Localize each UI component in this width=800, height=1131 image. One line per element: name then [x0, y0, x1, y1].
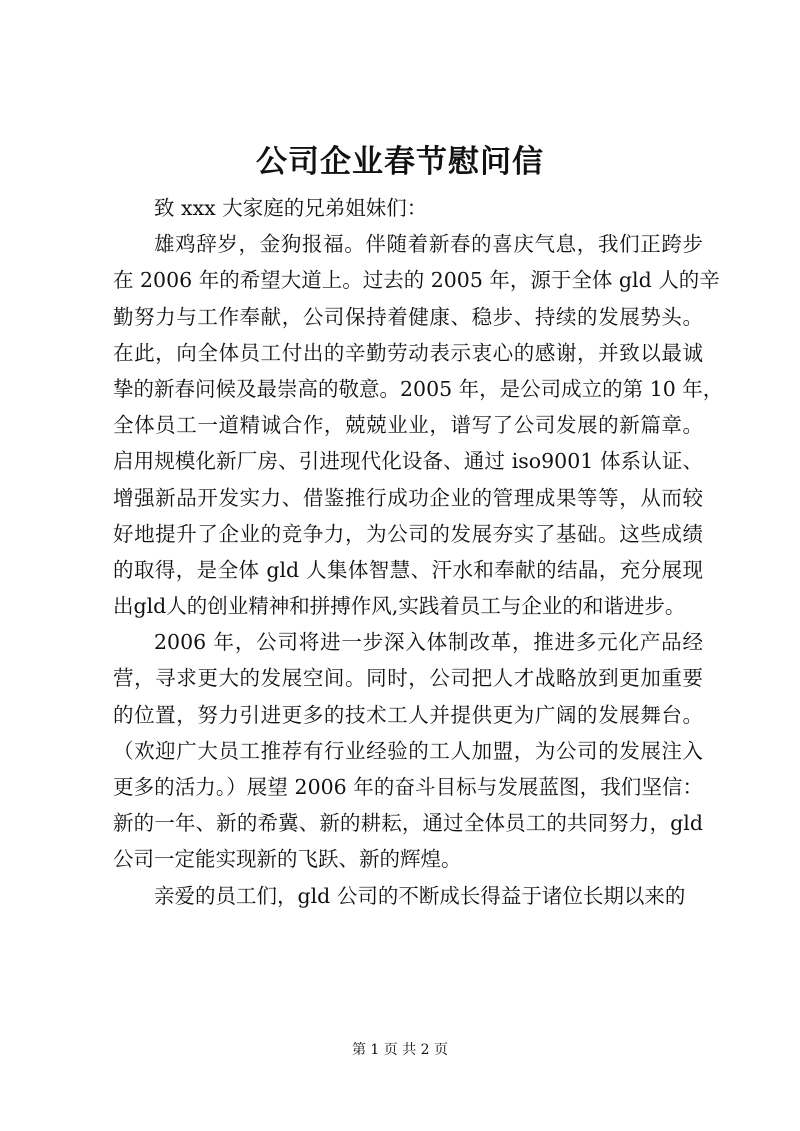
paragraph-2-line: 更多的活力。）展望 2006 年的奋斗目标与发展蓝图，我们坚信： — [113, 775, 703, 799]
paragraph-2-line: 2006 年，公司将进一步深入体制改革，推进多元化产品经 — [154, 630, 703, 655]
paragraph-1-line: 勤努力与工作奉献，公司保持着健康、稳步、持续的发展势头。 — [113, 304, 703, 329]
paragraph-1-line: 雄鸡辞岁，金狗报福。伴随着新春的喜庆气息，我们正跨步 — [154, 232, 703, 257]
paragraph-2-line: 的位置，努力引进更多的技术工人并提供更为广阔的发展舞台。 — [113, 702, 703, 727]
document-title: 公司企业春节慰问信 — [256, 144, 544, 180]
paragraph-1-line: 在 2006 年的希望大道上。过去的 2005 年，源于全体 gld 人的辛 — [113, 268, 720, 293]
paragraph-2-line: 公司一定能实现新的飞跃、新的辉煌。 — [113, 847, 462, 872]
paragraph-1-line: 的取得，是全体 gld 人集体智慧、汗水和奉献的结晶，充分展现 — [113, 557, 703, 582]
paragraph-2-line: 新的一年、新的希冀、新的耕耘，通过全体员工的共同努力，gld — [113, 811, 703, 836]
paragraph-1-line: 增强新品开发实力、借鉴推行成功企业的管理成果等等，从而较 — [113, 485, 703, 510]
paragraph-1-line: 在此，向全体员工付出的辛勤劳动表示衷心的感谢，并致以最诚 — [113, 340, 703, 365]
paragraph-2-line: 营，寻求更大的发展空间。同时，公司把人才战略放到更加重要 — [113, 666, 703, 691]
paragraph-1-line: 好地提升了企业的竞争力，为公司的发展夯实了基础。这些成绩 — [113, 521, 703, 546]
paragraph-1-line: 启用规模化新厂房、引进现代化设备、通过 iso9001 体系认证、 — [113, 449, 703, 474]
paragraph-3-line: 亲爱的员工们，gld 公司的不断成长得益于诸位长期以来的 — [154, 883, 686, 908]
letter-body — [113, 190, 724, 914]
paragraph-1-line: 全体员工一道精诚合作，兢兢业业，谱写了公司发展的新篇章。 — [113, 413, 703, 438]
paragraph-2-line: （欢迎广大员工推荐有行业经验的工人加盟，为公司的发展注入 — [113, 738, 703, 763]
paragraph-1-line: 出gld人的创业精神和拼搏作风,实践着员工与企业的和谐进步。 — [113, 594, 686, 619]
salutation-line: 致 xxx 大家庭的兄弟姐妹们： — [154, 196, 428, 220]
paragraph-1-line: 挚的新春问候及最崇高的敬意。2005 年，是公司成立的第 10 年， — [113, 376, 724, 401]
page-footer: 第 1 页 共 2 页 — [351, 1042, 449, 1058]
